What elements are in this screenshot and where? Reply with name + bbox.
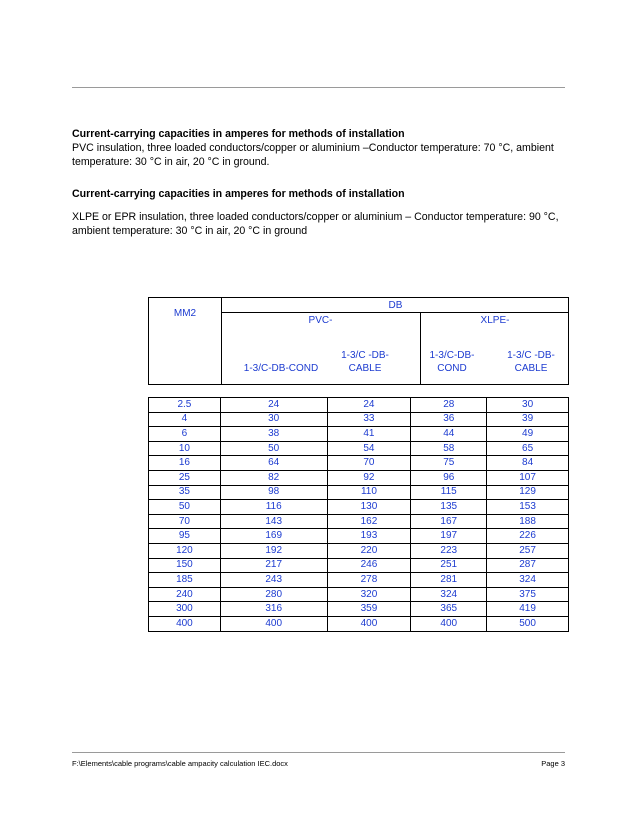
table-cell: 287	[487, 558, 569, 573]
table-row	[149, 427, 569, 442]
paragraph-heading: Current-carrying capacities in amperes for methods of installation	[72, 128, 405, 140]
table-cell: 324	[411, 587, 487, 602]
table-cell: 400	[149, 616, 221, 631]
col-xlpe-cable: 1-3/C -DB-CABLE	[507, 350, 555, 374]
table-cell: 82	[220, 470, 327, 485]
paragraph-xlpe-heading	[72, 187, 567, 201]
table-cell: 257	[487, 543, 569, 558]
pvc-header: PVC-	[308, 315, 333, 326]
table-cell: 24	[327, 398, 411, 413]
paragraph-pvc	[72, 127, 567, 169]
table-cell: 44	[411, 427, 487, 442]
table-cell: 500	[487, 616, 569, 631]
table-cell: 120	[149, 543, 221, 558]
table-cell: 50	[220, 441, 327, 456]
paragraph-text: PVC insulation, three loaded conductors/copper or aluminium –Conductor temperature: 70 °C, ambient temperature: 30 °C in air, 20 °C in ground.	[72, 142, 554, 168]
table-row	[149, 441, 569, 456]
table-cell: 400	[220, 616, 327, 631]
table-row	[149, 456, 569, 471]
table-cell: 10	[149, 441, 221, 456]
xlpe-header: XLPE-	[480, 315, 510, 326]
table-cell: 192	[220, 543, 327, 558]
col-pvc-cable: 1-3/C -DB-CABLE	[341, 350, 389, 374]
table-cell: 107	[487, 470, 569, 485]
table-cell: 246	[327, 558, 411, 573]
table-cell: 130	[327, 500, 411, 515]
table-cell: 38	[220, 427, 327, 442]
table-row	[149, 587, 569, 602]
header-rule	[72, 87, 565, 88]
table-cell: 162	[327, 514, 411, 529]
table-cell: 281	[411, 573, 487, 588]
table-cell: 300	[149, 602, 221, 617]
table-cell: 278	[327, 573, 411, 588]
table-cell: 98	[220, 485, 327, 500]
table-cell: 359	[327, 602, 411, 617]
table-cell: 135	[411, 500, 487, 515]
table-cell: 217	[220, 558, 327, 573]
table-cell: 169	[220, 529, 327, 544]
table-row	[149, 500, 569, 515]
table-cell: 70	[327, 456, 411, 471]
table-cell: 150	[149, 558, 221, 573]
table-cell: 280	[220, 587, 327, 602]
table-cell: 153	[487, 500, 569, 515]
table-cell: 197	[411, 529, 487, 544]
table-cell: 25	[149, 470, 221, 485]
table-cell: 375	[487, 587, 569, 602]
table-cell: 49	[487, 427, 569, 442]
table-cell: 39	[487, 412, 569, 427]
table-cell: 16	[149, 456, 221, 471]
table-cell: 220	[327, 543, 411, 558]
table-cell: 6	[149, 427, 221, 442]
table-cell: 400	[327, 616, 411, 631]
table-row	[149, 398, 569, 413]
table-row	[149, 543, 569, 558]
table-header	[148, 297, 569, 385]
table-cell: 54	[327, 441, 411, 456]
table-cell: 240	[149, 587, 221, 602]
table-row	[149, 616, 569, 631]
table-cell: 185	[149, 573, 221, 588]
table-cell: 35	[149, 485, 221, 500]
footer-path: F:\Elements\cable programs\cable ampacity calculation IEC.docx	[72, 759, 288, 768]
table-cell: 96	[411, 470, 487, 485]
table-cell: 41	[327, 427, 411, 442]
table-cell: 316	[220, 602, 327, 617]
table-cell: 92	[327, 470, 411, 485]
table-row	[149, 573, 569, 588]
table-cell: 115	[411, 485, 487, 500]
table-row	[149, 514, 569, 529]
footer-rule	[72, 752, 565, 753]
table-cell: 28	[411, 398, 487, 413]
table-cell: 75	[411, 456, 487, 471]
table-cell: 365	[411, 602, 487, 617]
table-row	[149, 485, 569, 500]
table-cell: 243	[220, 573, 327, 588]
table-cell: 64	[220, 456, 327, 471]
table-cell: 70	[149, 514, 221, 529]
table-cell: 188	[487, 514, 569, 529]
table-cell: 4	[149, 412, 221, 427]
table-row	[149, 412, 569, 427]
table-row	[149, 470, 569, 485]
table-cell: 193	[327, 529, 411, 544]
table-cell: 30	[220, 412, 327, 427]
table-cell: 116	[220, 500, 327, 515]
table-cell: 24	[220, 398, 327, 413]
table-cell: 167	[411, 514, 487, 529]
table-cell: 33	[327, 412, 411, 427]
table-cell: 30	[487, 398, 569, 413]
page-number: Page 3	[541, 759, 565, 768]
table-cell: 143	[220, 514, 327, 529]
capacity-table	[148, 397, 569, 632]
table-cell: 84	[487, 456, 569, 471]
table-cell: 320	[327, 587, 411, 602]
paragraph-text: XLPE or EPR insulation, three loaded conductors/copper or aluminium – Conductor temperature: 90 °C, ambient temperature: 30 °C in air, 20 °C in ground	[72, 211, 559, 237]
table-cell: 65	[487, 441, 569, 456]
paragraph-xlpe	[72, 210, 567, 238]
db-header: DB	[388, 300, 403, 311]
table-cell: 324	[487, 573, 569, 588]
table-cell: 110	[327, 485, 411, 500]
table-cell: 50	[149, 500, 221, 515]
table-cell: 95	[149, 529, 221, 544]
mm2-header: MM2	[173, 308, 197, 319]
table-cell: 419	[487, 602, 569, 617]
table-cell: 129	[487, 485, 569, 500]
table-cell: 400	[411, 616, 487, 631]
table-row	[149, 529, 569, 544]
table-row	[149, 602, 569, 617]
table-cell: 223	[411, 543, 487, 558]
table-cell: 226	[487, 529, 569, 544]
table-cell: 36	[411, 412, 487, 427]
table-cell: 251	[411, 558, 487, 573]
col-xlpe-cond: 1-3/C-DB-COND	[429, 350, 475, 374]
table-cell: 2.5	[149, 398, 221, 413]
col-pvc-cond: 1-3/C-DB-COND	[243, 363, 319, 374]
table-row	[149, 558, 569, 573]
table-cell: 58	[411, 441, 487, 456]
paragraph-heading: Current-carrying capacities in amperes for methods of installation	[72, 188, 405, 200]
